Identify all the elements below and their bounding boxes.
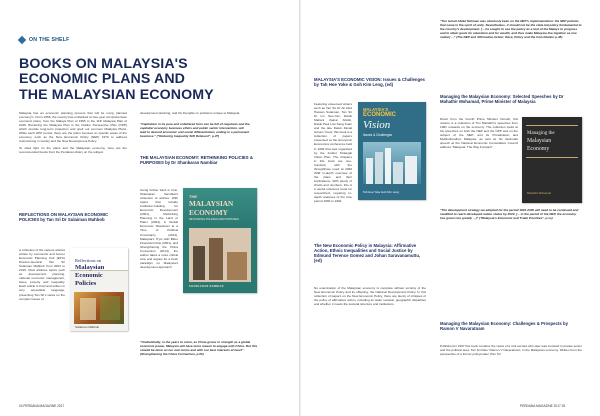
section-heading-economic-vision: MALAYSIA'S ECONOMIC VISION: Issues & Challenges by Tah Hoe Yoke & Goh Kim Leng, (ed) — [314, 77, 425, 87]
section-kicker: ON THE SHELF — [29, 37, 70, 43]
book-cover-malaysian-economy: THE MALAYSIAN ECONOMY RETHINKING POLICIES AND PURPOSES SHANKARAN NAMBIAR — [183, 188, 257, 293]
pull-quote-mahathir: "The development strategy we adopted for the period 1991-2000 will need to be continued and modified to reach developed-nation status by 2020. [... in the period of the NEP, the economy has grown too greatly ...]" ("Malaysia's Economic and Trade Priorities", p.xx) — [440, 208, 579, 221]
section-heading-rethinking: THE MALAYSIAN ECONOMY: RETHINKING POLICIES & PURPOSES by Dr Shankaran Nambiar — [140, 155, 253, 165]
managing-navaratnam-body: Published in 1997 this book contains the views of a civil servant who later was involved in private sector and the political area. Tan Sri Dato' Ramon V Navaratnam, in the Malaysian economy. Written from the perspective of a former policymaker (Tan Sri — [440, 344, 582, 357]
new-economic-policy-body: No examination of the Malaysian economy is complete without scrutiny of the New Economic Policy and its offspring, the National Development Policy. In this collection of papers on the New Economic Policy, there are plenty of critiques of the policy of affirmative action, including its wider societal, geographic disparities and whether it meets the societal structure and institutions. — [314, 286, 426, 307]
book-cover-managing-economy: Managing the Malaysian Economy Mahathir Mohamad — [522, 117, 582, 203]
folio-right: PERDANA MAGAZINE 2017 25 — [520, 404, 566, 408]
rethinking-body: Going further back in time, Shankaran Nambiar's collection of articles. With topics that include institution-building for Economic Development (2001), Rethinking Planning in the Land of Plans (2004), A Global Economic Slowdown at a Time of Political Uncertainty (2012), Malaysia's Tryst with Bitter Financial Crisis (2001), and Strengthening the China Connection (2014), the author takes a more critical tone and argues for a fresh paradigm on Malaysia's development approach. — [140, 188, 178, 269]
intro-paragraph-2: To shed light on the plans and the Malaysian economy, here are the recommended books from the Perdana Library on the subject. — [19, 146, 127, 155]
page-title-line-1: BOOKS ON MALAYSIA'S — [19, 56, 188, 72]
pull-quote-sulaiman: "Capitalism in its pure and unfettered form can be full of negatives and the capitalist economy business ethics and public sector intervention, will lead to desired economic and social differentiation, ending in a permanent business." ("Reducing Inequality Still Relevant", p.37) — [140, 122, 250, 139]
page-gutter — [299, 0, 301, 416]
intro-paragraph-1: Malaysia has an economic planning process that will be many planned economy's. From 1956, the country has embarked on five-year comprehensive economic plans, from the Malaya Plan of 1956 to the 11th Malaysia Plan of 2016. Bordering the Malaysia Plan is the Outline Perspective Plan (OPP) which provide long-term projection and spell out common Malaysia Plans. While each OPP period, there are the plans focused on specific areas of the economy, such as the New Economic Policy (NEP) 1970 to address restructuring in society and the New Development Policy. — [19, 111, 127, 144]
intro-column — [19, 111, 127, 157]
kicker-bullet-icon — [18, 36, 26, 44]
section-heading-managing-navaratnam: Managing the Malaysian Economy: Challenges & Prospects by Ramon V Navaratnam — [440, 321, 568, 331]
pull-quote-nambiar: "Undoubtedly, in the years to come, as China grows in strength as a global economic power, Malaysia will have more reason to engage with China. But this should be done on our own terms and with our best interests at heart" (Strengthening the China Connection, p.60) — [140, 340, 258, 357]
folio-left: 24 PERDANA MAGAZINE 2017 — [19, 404, 65, 408]
section-heading-new-economic-policy: The New Economic Policy in Malaysia: Affirmative Action, Ethnic Inequalities and Social Justice by Edmund Terence Gomez and Johan Saravanamuttu, (ed) — [314, 243, 421, 263]
book-cover-reflections: Reflections on Malaysian Economic Policies Sulaiman Mahbob — [70, 248, 128, 331]
page-title-line-3: THE MALAYSIAN ECONOMY — [19, 87, 214, 103]
section-heading-managing-mahathir: Managing the Malaysian Economy: Selected Speeches by Dr Mahathir Mohamad, Prime Minister of Malaysia — [440, 94, 564, 104]
col2-continuation: development planning, and his thoughts on problems unique to Malaysia. — [140, 111, 241, 115]
book-cover-economic-vision: MALAYSIA'S ECONOMIC Vision Issues & Challenges Tah Hoe Yoke Goh Kim Leng — [358, 102, 426, 200]
managing-mahathir-body: Direct from the Fourth Prime Minister himself, this volume is a collection of Tun Mahathir's speeches from 1981 onwards on the economy. The collection looks at his speeches on both the NEP and the OPP and on the subject of the NEP, and its Privatization and Multiculturalism Malaysia, as well as his landmark speech at the National Economic Consultative Council address "Malaysia: The Way Forward". — [440, 117, 518, 150]
section-heading-reflections: REFLECTIONS ON MALAYSIAN ECONOMIC POLICIES by Tan Sri Dr Sulaiman Mahbob — [19, 212, 109, 222]
pull-quote-nep: "Tun Ismail Abdul Rahman was obviously keen on the NEP's implementation: the NEP policies that came in the spirit of unity. Nevertheless, it should not be the state-led policy fundamental to the country's development. [... he sought to use the policy as a tool of the Malays to progress and to attain goals for education and for wealth, and thus make Malaysia live together as one nation] ..." (The NEP and Affirmative Action: Race, Policy and the Constitution p.48) — [440, 19, 582, 40]
page-title-line-2: ECONOMIC PLANS AND — [19, 71, 186, 87]
reflections-body: A collection of the various articles written by economist and former Economic Planning Unit (EPU) Director-General Tan Sri Sulaiman Mahbob from 2004 to 2015. Most address topics such as development planning, national economic management, taxes, poverty and inequality. Each article is brief and written in very accessible language, presenting Tan Sri's views on the complex issues of — [19, 248, 65, 301]
economic-vision-body: Featuring esteemed writers such as Tan Sri Dr Ali Abul Hassan Sulaiman, Tan Sri Dr Lin See-Yan, Datuk Mahani Zainal Abidin, Datuk Paul Low Seng Kuan and the late Datuk Zainal Aznam Yusof, this book is a collection of papers presented at the Economic Economics conference held in 1992 that was organised by the Institut Strategik Vision Plan. The chapters in this book are one-hundred, with the throughlines used at 2020 ISIM in-depth overview of the plans and their implications. With plenty of charts and numbers, this is a useful reference book for researchers requiring in-depth analyses of the time period 1990 to 1991. — [314, 102, 353, 204]
